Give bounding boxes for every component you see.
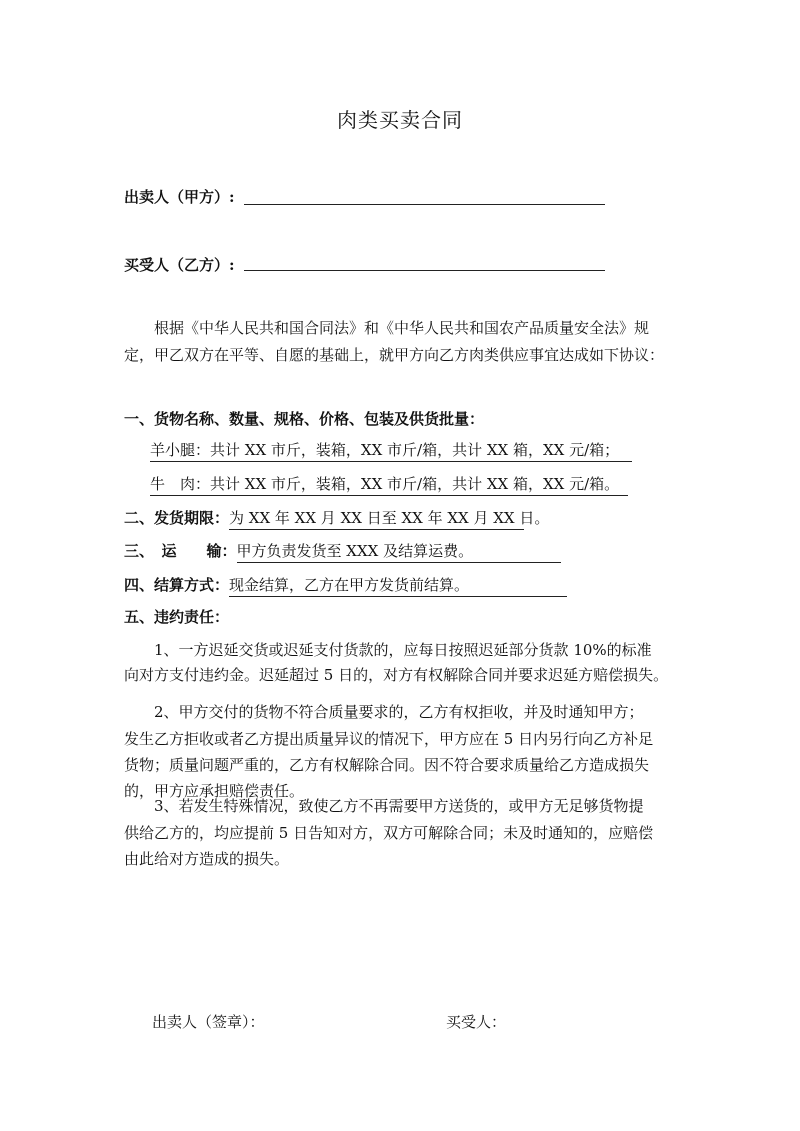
section-1-heading: 一、货物名称、数量、规格、价格、包装及供货批量： [124,410,485,428]
section-2-label: 二、发货期限： [124,509,230,527]
section-4-label: 四、结算方式： [124,576,230,594]
buyer-signature-label: 买受人： [446,1013,507,1031]
beef-item: 牛 肉：共计 XX 市斤，装箱，XX 市斤/箱，共计 XX 箱，XX 元/箱。 [150,473,628,496]
preamble-line-1: 根据《中华人民共和国合同法》和《中华人民共和国农产品质量安全法》规 [154,319,650,337]
section-4-value: 现金结算，乙方在甲方发货前结算。 [229,574,567,597]
section-3-value: 甲方负责发货至 XXX 及结算运费。 [237,540,561,563]
liability-3-line-2: 供给乙方的，均应提前 5 日告知对方，双方可解除合同；未及时通知的，应赔偿 [124,824,654,842]
preamble-line-2: 定，甲乙双方在平等、自愿的基础上，就甲方向乙方肉类供应事宜达成如下协议： [124,346,665,364]
liability-2-line-3: 货物；质量问题严重的，乙方有权解除合同。因不符合要求质量给乙方造成损失 [124,756,650,774]
section-5-heading: 五、违约责任： [124,608,230,626]
section-3-label: 三、 运 输： [124,542,237,560]
liability-3-line-3: 由此给对方造成的损失。 [124,850,290,868]
liability-2-line-4: 的，甲方应承担赔偿责任。 [124,782,305,800]
liability-1-line-1: 1、一方迟延交货或迟延支付货款的，应每日按照迟延部分货款 10%的标准 [154,641,652,659]
buyer-label: 买受人（乙方）: [124,256,235,274]
buyer-blank-line [244,270,605,271]
seller-signature-label: 出卖人（签章）： [152,1013,265,1031]
section-2-value: 为 XX 年 XX 月 XX 日至 XX 年 XX 月 XX 日。 [229,507,524,530]
lamb-item: 羊小腿：共计 XX 市斤，装箱，XX 市斤/箱，共计 XX 箱，XX 元/箱； [150,439,632,462]
liability-3-line-1: 3、若发生特殊情况，致使乙方不再需要甲方送货的，或甲方无足够货物提 [154,797,644,815]
seller-label: 出卖人（甲方）: [124,188,235,206]
liability-1-line-2: 向对方支付违约金。迟延超过 5 日的，对方有权解除合同并要求迟延方赔偿损失。 [124,666,669,684]
liability-2-line-2: 发生乙方拒收或者乙方提出质量异议的情况下，甲方应在 5 日内另行向乙方补足 [124,730,654,748]
seller-blank-line [244,204,605,205]
document-title: 肉类买卖合同 [337,108,463,132]
liability-2-line-1: 2、甲方交付的货物不符合质量要求的，乙方有权拒收，并及时通知甲方； [154,703,644,721]
